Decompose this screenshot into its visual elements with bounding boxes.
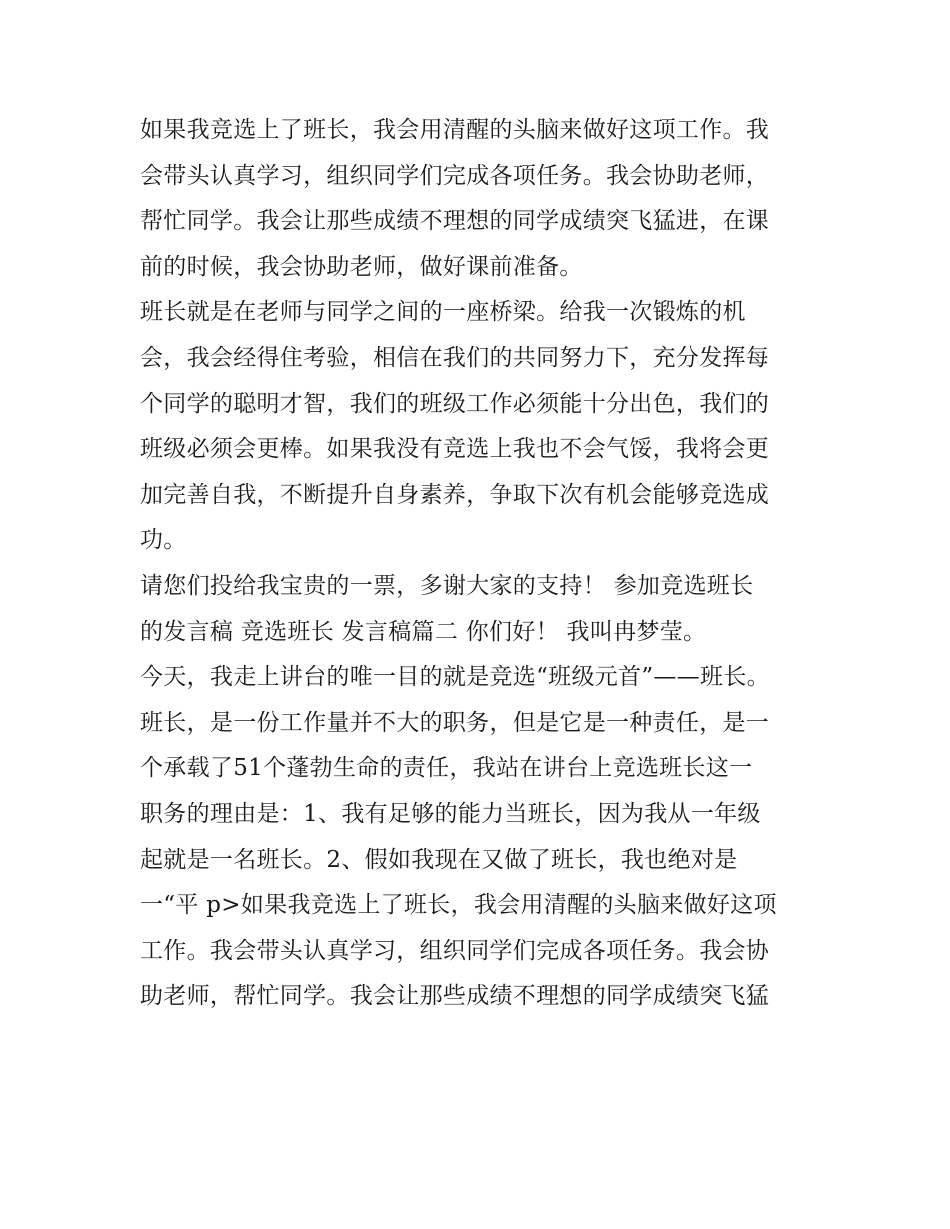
text-line: 的发言稿 竞选班长 发言稿篇二 你们好！ 我叫冉梦莹。: [140, 618, 707, 645]
text-line: 一“平 p>如果我竞选上了班长，我会用清醒的头脑来做好这项: [140, 892, 777, 919]
text-line: 请您们投给我宝贵的一票，多谢大家的支持！ 参加竞选班长: [140, 572, 754, 599]
text-line: 职务的理由是：1、我有足够的能力当班长，因为我从一年级: [140, 800, 761, 827]
text-line: 个承载了51个蓬勃生命的责任，我站在讲台上竞选班长这一: [140, 755, 753, 782]
text-line: 班长，是一份工作量并不大的职务，但是它是一种责任，是一: [140, 709, 770, 736]
text-line: 功。: [140, 527, 187, 554]
text-line: 班级必须会更棒。如果我没有竞选上我也不会气馁，我将会更: [140, 436, 770, 463]
body-text: [140, 108, 820, 1020]
text-line: 会带头认真学习，组织同学们完成各项任务。我会协助老师，: [140, 162, 770, 189]
text-line: 工作。我会带头认真学习，组织同学们完成各项任务。我会协: [140, 937, 770, 964]
text-line: 班长就是在老师与同学之间的一座桥梁。给我一次锻炼的机: [140, 299, 746, 326]
text-line: 个同学的聪明才智，我们的班级工作必须能十分出色，我们的: [140, 390, 770, 417]
text-line: 助老师，帮忙同学。我会让那些成绩不理想的同学成绩突飞猛: [140, 983, 770, 1010]
text-line: 今天，我走上讲台的唯一目的就是竞选“班级元首”——班长。: [140, 664, 770, 691]
text-line: 会，我会经得住考验，相信在我们的共同努力下，充分发挥每: [140, 344, 770, 371]
text-line: 加完善自我，不断提升自身素养，争取下次有机会能够竞选成: [140, 481, 770, 508]
text-line: 起就是一名班长。2、假如我现在又做了班长，我也绝对是: [140, 846, 738, 873]
text-line: 前的时候，我会协助老师，做好课前准备。: [140, 253, 583, 280]
text-line: 帮忙同学。我会让那些成绩不理想的同学成绩突飞猛进，在课: [140, 208, 770, 235]
text-line: 如果我竞选上了班长，我会用清醒的头脑来做好这项工作。我: [140, 117, 770, 143]
